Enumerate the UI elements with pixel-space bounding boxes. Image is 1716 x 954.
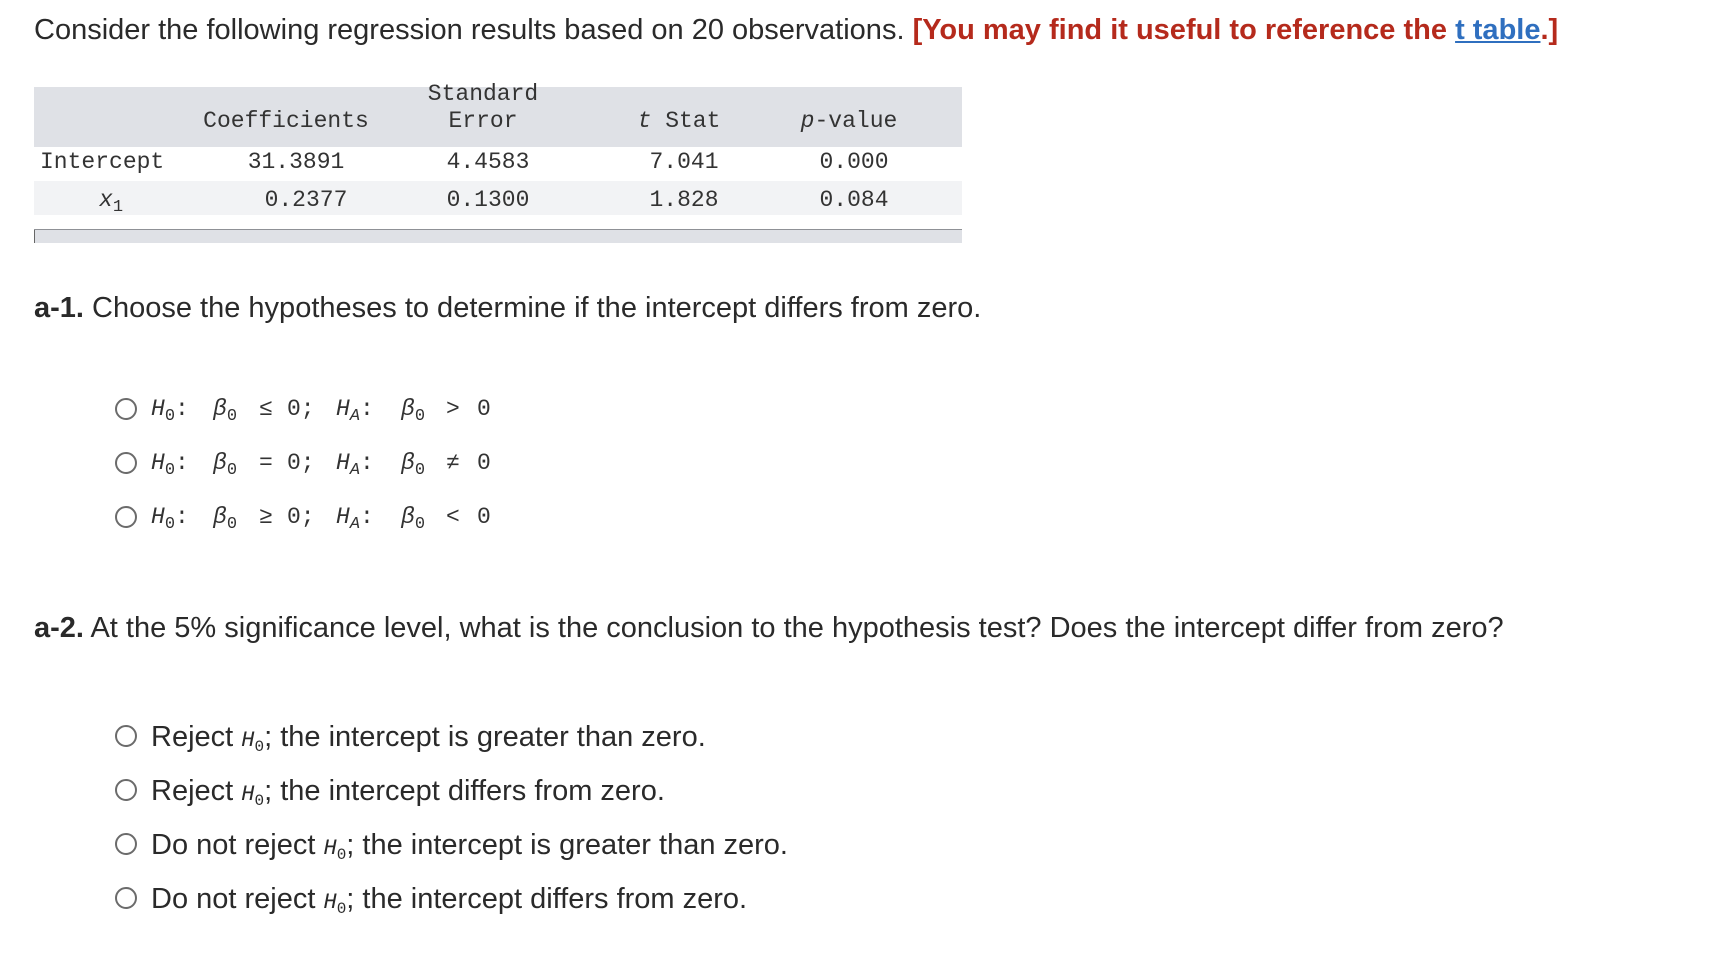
h0-label: $H_0$: [151,396,189,426]
ha-operator: > [446,396,460,422]
header-error: Error [448,108,518,134]
beta0-left: $\beta_0$ [213,450,238,480]
beta0-left: $\beta_0$ [213,504,238,534]
table-footer [34,229,962,243]
cell-coef: 0.2377 [264,187,348,213]
cell-p: 0.000 [819,149,889,175]
x-subscript: 1 [112,198,124,217]
row-label-intercept: Intercept [40,149,165,175]
question-a2-number: a-2. [34,612,84,644]
a2-option-4-label[interactable] [151,879,747,929]
cell-p: 0.084 [819,187,889,213]
a1-option-3-radio[interactable] [115,506,137,528]
ha-operator: < [446,504,460,530]
beta0-right: $\beta_0$ [401,396,426,426]
option-suffix: ; the intercept differs from zero. [346,883,748,915]
h0-symbol: $H_0$ [323,836,347,864]
option-prefix: Do not reject [151,829,324,861]
h0-zero: 0; [287,450,315,476]
a2-option-4-radio[interactable] [115,887,137,909]
table-footer-tick [34,230,35,243]
header-t-italic: t [637,108,652,134]
a2-option-2-radio[interactable] [115,779,137,801]
ha-operator: ≠ [446,450,460,476]
ha-zero: 0 [477,396,491,422]
table-row [34,181,962,215]
table-header [34,81,962,147]
a1-option-1-radio[interactable] [115,398,137,420]
a2-option-3-label[interactable] [151,825,788,875]
h0-label: $H_0$: [151,450,189,480]
a2-option-3-radio[interactable] [115,833,137,855]
option-prefix: Do not reject [151,883,324,915]
question-a1 [34,288,981,328]
a1-option-3-hypothesis[interactable] [151,502,511,536]
h0-symbol: $H_0$ [241,782,265,810]
cell-coef: 31.3891 [247,149,345,175]
option-prefix: Reject [151,721,242,753]
header-coefficients: Coefficients [203,108,369,134]
a1-option-2-hypothesis[interactable] [151,448,511,482]
reference-suffix: .] [1540,14,1559,46]
cell-se: 4.4583 [446,149,530,175]
cell-t: 1.828 [649,187,719,213]
h0-operator: = [259,450,273,476]
row-label-x1 [99,185,123,223]
h0-operator: ≥ [259,504,273,530]
intro-text [34,10,1558,50]
header-p-value [774,106,924,136]
a2-option-1-label[interactable] [151,717,706,767]
beta0-left: $\beta_0$ [213,396,238,426]
header-t-stat [614,106,744,136]
cell-t: 7.041 [649,149,719,175]
h0-zero: 0; [287,396,315,422]
beta0-right: $\beta_0$ [401,504,426,534]
header-standard: Standard [427,81,539,107]
h0-zero: 0; [287,504,315,530]
ha-label: $H_A$: [336,396,374,426]
ha-label: $H_A$: [336,504,374,534]
regression-table [34,81,962,244]
intro-statement: Consider the following regression results based on 20 observations. [34,14,905,46]
header-p-italic: p [800,108,815,134]
ha-zero: 0 [477,504,491,530]
x-variable: x [99,187,113,213]
question-a2-text: At the 5% significance level, what is the conclusion to the hypothesis test? Does the intercept differ from zero? [90,612,1504,644]
h0-operator: ≤ [259,396,273,422]
question-a2 [34,608,1504,648]
h0-symbol: $H_0$ [241,728,265,756]
option-suffix: ; the intercept is greater than zero. [346,829,788,861]
a2-option-2-label[interactable] [151,771,665,821]
cell-se: 0.1300 [446,187,530,213]
reference-prefix: [You may find it useful to reference the [912,14,1447,46]
question-a1-number: a-1. [34,292,84,324]
a1-option-1-hypothesis[interactable] [151,394,511,428]
t-table-link[interactable]: t table [1455,14,1541,46]
question-a1-text: Choose the hypotheses to determine if the intercept differs from zero. [92,292,982,324]
header-stat-word: Stat [665,108,721,134]
reference-note [913,14,1559,46]
ha-label: $H_A$: [336,450,374,480]
ha-zero: 0 [477,450,491,476]
header-value-word: -value [814,108,898,134]
a2-option-1-radio[interactable] [115,725,137,747]
option-prefix: Reject [151,775,242,807]
beta0-right: $\beta_0$ [401,450,426,480]
h0-label: $H_0$: [151,504,189,534]
table-row [34,147,962,181]
h0-symbol: $H_0$ [323,890,347,918]
option-suffix: ; the intercept is greater than zero. [264,721,706,753]
a1-option-2-radio[interactable] [115,452,137,474]
option-suffix: ; the intercept differs from zero. [264,775,665,807]
